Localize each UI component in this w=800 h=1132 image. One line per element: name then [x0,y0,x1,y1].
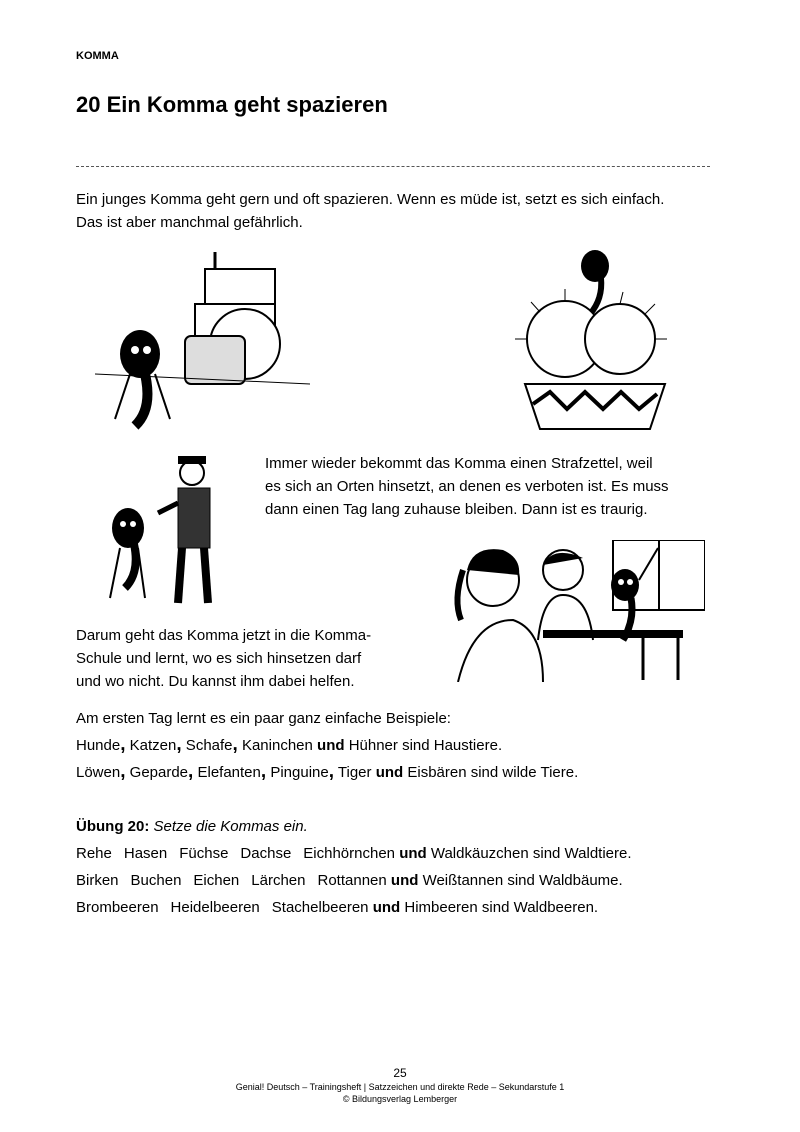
example-rest: Eisbären sind wilde Tiere. [403,764,579,781]
exercise-word: Eichhörnchen [303,845,396,862]
example-word: Kaninchen [237,737,318,754]
exercise-word: Stachelbeeren [271,899,369,916]
und-keyword: und [317,737,345,754]
ticket-line-3: dann einen Tag lang zuhause bleiben. Dann ist es traurig. [265,501,648,518]
exercise-word: Buchen [130,872,182,889]
example-word: Schafe [181,737,233,754]
illustration-classroom [443,540,705,682]
footer-credit: Genial! Deutsch – Trainingsheft | Satzzeichen und direkte Rede – Sekundarstufe 1 [235,1082,565,1092]
exercise-rest: Waldkäuzchen sind Waldtiere. [430,845,632,862]
comma-mark: , [260,761,267,782]
ticket-line-1: Immer wieder bekommt das Komma einen Strafzettel, weil [265,455,653,472]
exercise-row-3[interactable] [76,899,598,916]
und-keyword: und [372,899,401,916]
school-paragraph [76,624,416,693]
exercise-instruction: Setze die Kommas ein. [153,818,308,835]
intro-line-2: Das ist aber manchmal gefährlich. [76,214,303,231]
exercise-word: Dachse [240,845,292,862]
illustration-steamroller [95,244,310,440]
exercise-word: Rottannen [317,872,387,889]
school-line-3: und wo nicht. Du kannst ihm dabei helfen. [76,673,355,690]
exercise-word: Heidelbeeren [170,899,260,916]
example-word: Pinguine [266,764,329,781]
footer-copyright: © Bildungsverlag Lemberger [342,1094,458,1104]
ticket-line-2: es sich an Orten hinsetzt, an denen es verboten ist. Es muss [265,478,669,495]
exercise-word: Eichen [193,872,240,889]
example-rest: Hühner sind Haustiere. [344,737,503,754]
exercise-word: Hasen [123,845,168,862]
exercise-word: Brombeeren [76,899,159,916]
ticket-paragraph [265,452,715,521]
examples-intro: Am ersten Tag lernt es ein paar ganz einfache Beispiele: [76,710,451,727]
school-line-1: Darum geht das Komma jetzt in die Komma- [76,627,372,644]
illustration-policeman [100,448,235,613]
exercise-rest: Weißtannen sind Waldbäume. [422,872,623,889]
exercise-word: Birken [76,872,119,889]
example-word: Hunde [76,737,121,754]
example-sentence-1 [76,734,503,755]
und-keyword: und [399,845,427,862]
exercise-row-2[interactable] [76,872,623,889]
illustration-cactus [505,244,685,444]
intro-paragraph [76,188,726,234]
exercise-word: Füchse [179,845,229,862]
example-word: Katzen [125,737,177,754]
exercise-rest: Himbeeren sind Waldbeeren. [404,899,599,916]
example-word: Tiger [334,764,376,781]
exercise-word: Rehe [76,845,112,862]
comma-mark: , [232,734,238,755]
exercise-label: Übung 20: [76,818,150,835]
comma-mark: , [120,734,126,755]
page-title: 20 Ein Komma geht spazieren [76,92,388,117]
exercise-word: Lärchen [251,872,306,889]
und-keyword: und [375,764,404,781]
comma-mark: , [176,734,182,755]
comma-mark: , [120,761,126,782]
dashed-divider [76,166,710,167]
comma-mark: , [188,761,194,782]
example-word: Elefanten [193,764,261,781]
exercise-heading [76,818,308,835]
example-word: Löwen [76,764,121,781]
section-label: KOMMA [76,50,119,62]
intro-line-1: Ein junges Komma geht gern und oft spazieren. Wenn es müde ist, setzt es sich einfach. [76,191,665,208]
und-keyword: und [390,872,419,889]
comma-mark: , [328,761,334,782]
example-sentence-2 [76,761,579,782]
page-number: 25 [393,1066,407,1080]
exercise-row-1[interactable] [76,845,632,862]
school-line-2: Schule und lernt, wo es sich hinsetzen darf [76,650,362,667]
example-word: Geparde [125,764,189,781]
